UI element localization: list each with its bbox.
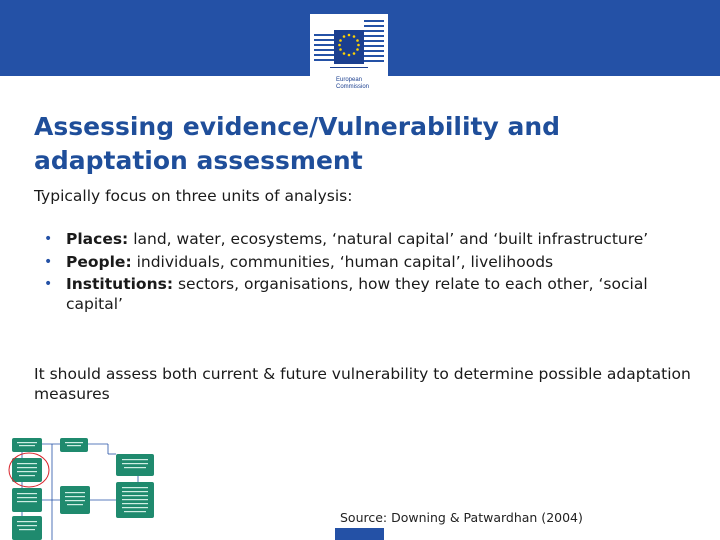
closing-text: It should assess both current & future vulnerability to determine possible adaptation measures — [34, 365, 691, 403]
bullet-term: Places: — [66, 230, 129, 248]
bullet-text: sectors, organisations, how they relate to each other, ‘social capital’ — [66, 275, 648, 313]
logo-line-1: European — [336, 77, 363, 83]
bullet-list — [44, 230, 684, 317]
intro-text: Typically focus on three units of analysis: — [34, 187, 353, 205]
bullet-term: People: — [66, 252, 132, 271]
bullet-dot-icon: • — [44, 231, 53, 247]
bullet-text: land, water, ecosystems, ‘natural capital’ and ‘built infrastructure’ — [128, 230, 649, 248]
bullet-text: individuals, communities, ‘human capital’, livelihoods — [131, 252, 554, 271]
european-commission-logo — [310, 14, 388, 98]
bullet-dot-icon: • — [44, 253, 53, 270]
logo-wordmark — [336, 77, 369, 91]
bullet-places — [44, 230, 684, 250]
diagram-box — [12, 458, 42, 482]
diagram-box — [116, 454, 154, 476]
source-citation: Source: Downing & Patwardhan (2004) — [340, 510, 583, 525]
bullet-dot-icon: • — [44, 276, 53, 292]
slide-title: Assessing evidence/Vulnerability and adaptation assessment — [34, 112, 561, 175]
diagram-box — [12, 516, 42, 540]
logo-line-2: Commission — [336, 84, 370, 90]
bullet-institutions — [44, 275, 684, 314]
footer-strip — [335, 528, 384, 540]
bullet-people — [44, 253, 684, 273]
framework-diagram — [8, 436, 158, 540]
bullet-term: Institutions: — [66, 275, 174, 293]
commission-building-icon — [310, 14, 388, 76]
diagram-box — [12, 488, 42, 512]
